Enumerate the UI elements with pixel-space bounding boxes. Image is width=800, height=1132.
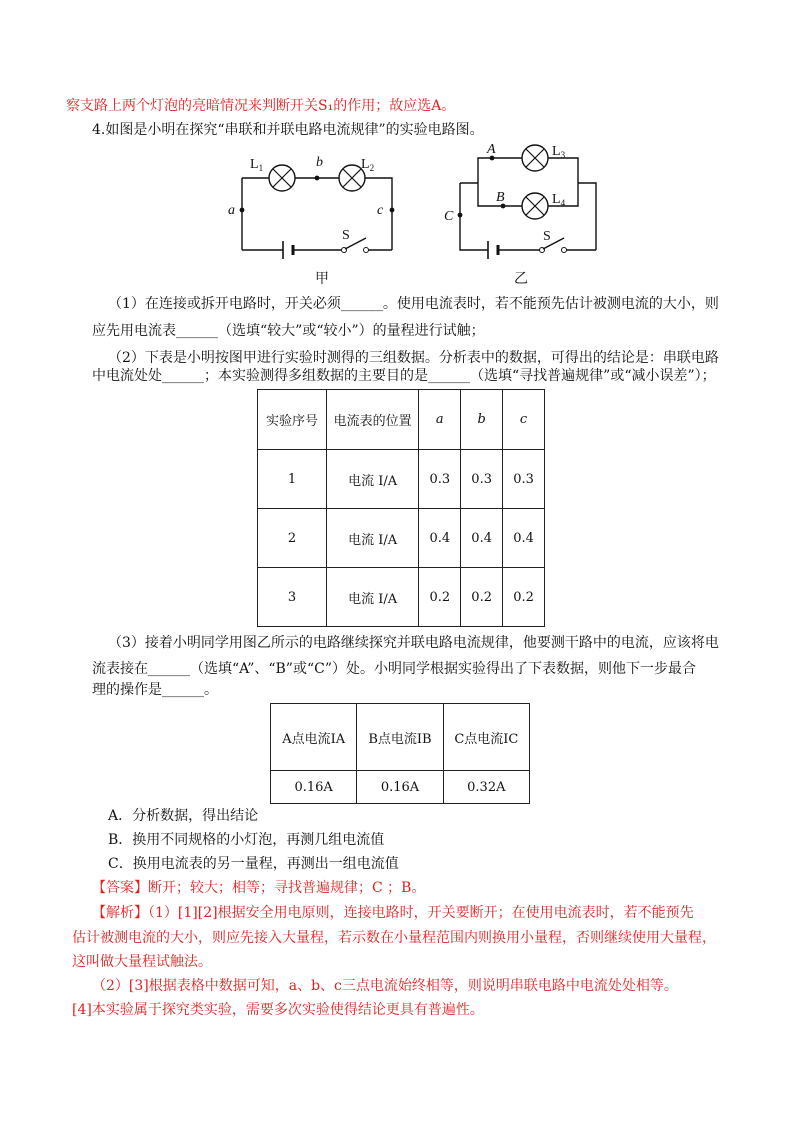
table-cell: 0.4: [419, 509, 461, 568]
analysis-line-5: [4]本实验属于探究类实验，需要多次实验使得结论更具有普遍性。: [72, 1002, 484, 1018]
circuit-diagram-jia: [225, 155, 405, 285]
table-header-row: [258, 390, 545, 450]
table-cell: 0.4: [503, 509, 545, 568]
option-c: C．换用电流表的另一量程，再测出一组电流值: [108, 856, 399, 872]
table-header-cell: b: [461, 390, 503, 450]
q3-line-2: 流表接在______（选填“A”、“B”或“C”）处。小明同学根据实验得出了下表数据，则他下一步最合: [92, 661, 696, 677]
q2-line-1: （2）下表是小明按图甲进行实验时测得的三组数据。分析表中的数据，可得出的结论是：串联电路: [108, 350, 719, 366]
analysis-line-1: 【解析】（1）[1][2]根据安全用电原则，连接电路时，开关要断开；在使用电流表时，若不能预先: [92, 905, 694, 921]
table-header-cell: 电流表的位置: [326, 390, 418, 450]
analysis-line-4: （2）[3]根据表格中数据可知，a、b、c三点电流始终相等，则说明串联电路中电流处处相等。: [92, 978, 678, 994]
node-b: [315, 176, 320, 181]
table-cell: 0.32A: [443, 771, 529, 804]
q2-line-2: 中电流处处______；本实验测得多组数据的主要目的是______（选填“寻找普遍规律”或“减小误差”）；: [92, 368, 716, 384]
node-c: [458, 213, 463, 218]
node-c: [390, 208, 395, 213]
table-cell: 0.2: [419, 568, 461, 627]
q1-line-2: 应先用电流表______（选填“较大”或“较小”）的量程进行试触；: [92, 323, 485, 339]
battery-icon: [488, 241, 498, 259]
question-4-title: 4.如图是小明在探究“串联和并联电路电流规律”的实验电路图。: [92, 122, 484, 138]
table-row: [258, 509, 545, 568]
table-header-cell: B点电流IB: [357, 704, 443, 771]
caption-jia: 甲: [315, 272, 329, 285]
table-cell: 1: [258, 450, 327, 509]
analysis-line-2: 估计被测电流的大小，则应先接入大量程，若示数在小量程范围内则换用小量程，否则继续使用大量程，: [72, 930, 716, 946]
lamp-l3-icon: [522, 145, 548, 171]
table-header-cell: 实验序号: [258, 390, 327, 450]
table-row: [258, 450, 545, 509]
table-cell: 3: [258, 568, 327, 627]
table-row: [258, 568, 545, 627]
option-a: A．分析数据，得出结论: [108, 808, 259, 824]
label-s: S: [543, 229, 551, 244]
label-l4: $L_4$: [552, 192, 566, 208]
label-l1: $L_1$: [250, 157, 264, 173]
label-s: S: [342, 228, 350, 243]
label-b: b: [316, 155, 323, 170]
label-l3: $L_3$: [552, 144, 566, 160]
circuit-diagram-yi: [440, 140, 610, 288]
table-header-cell: A点电流IA: [271, 704, 357, 771]
q3-line-1: （3）接着小明同学用图乙所示的电路继续探究并联电路电流规律，他要测干路中的电流，应该将电: [108, 635, 719, 651]
table-cell: 2: [258, 509, 327, 568]
battery-icon: [283, 241, 293, 259]
table-cell: 0.16A: [357, 771, 443, 804]
table-header-row: [271, 704, 530, 771]
caption-yi: 乙: [514, 272, 528, 287]
table-header-cell: a: [419, 390, 461, 450]
lamp-l1-icon: [269, 165, 295, 191]
label-c: C: [444, 209, 454, 224]
table-header-cell: c: [503, 390, 545, 450]
label-b: B: [496, 190, 505, 205]
table-cell: 0.2: [503, 568, 545, 627]
label-a: a: [228, 203, 235, 218]
table-cell: 0.2: [461, 568, 503, 627]
lamp-l4-icon: [522, 193, 548, 219]
table-cell: 0.3: [503, 450, 545, 509]
table-header-cell: C点电流IC: [443, 704, 529, 771]
data-table-series: [257, 389, 545, 627]
analysis-line-3: 这叫做大量程试触法。: [72, 954, 212, 970]
option-b: B．换用不同规格的小灯泡，再测几组电流值: [108, 832, 385, 848]
answer-line: 【答案】断开；较大；相等；寻找普遍规律；C ；B。: [92, 880, 426, 896]
table-cell: 0.4: [461, 509, 503, 568]
node-a: [240, 208, 245, 213]
label-a: A: [487, 142, 496, 157]
prev-answer-line: 察支路上两个灯泡的亮暗情况来判断开关S₁的作用；故应选A。: [66, 98, 456, 114]
table-cell: 0.3: [461, 450, 503, 509]
q3-line-3: 理的操作是______。: [92, 682, 218, 698]
table-row: [271, 771, 530, 804]
label-l2: $L_2$: [361, 157, 375, 173]
table-cell: 0.16A: [271, 771, 357, 804]
q1-line-1: （1）在连接或拆开电路时，开关必须______。使用电流表时，若不能预先估计被测电流的大小，则: [108, 296, 719, 312]
data-table-parallel: [270, 703, 530, 804]
table-cell: 电流 I/A: [326, 450, 418, 509]
table-cell: 电流 I/A: [326, 568, 418, 627]
table-cell: 电流 I/A: [326, 509, 418, 568]
label-c: c: [377, 203, 384, 218]
table-cell: 0.3: [419, 450, 461, 509]
